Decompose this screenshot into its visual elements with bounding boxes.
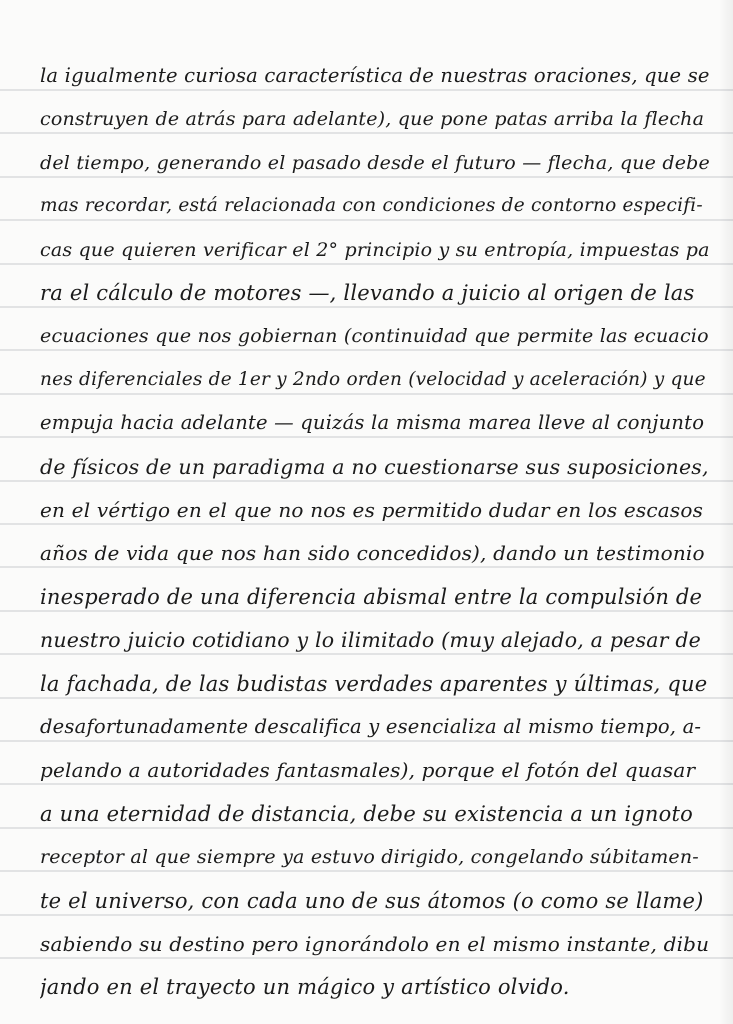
text-line: ecuaciones que nos gobiernan (continuidad que permite las ecuacio (40, 325, 709, 347)
text-line: del tiempo, generando el pasado desde el futuro — flecha, que debe (40, 152, 710, 174)
text-line: desafortunadamente descalifica y esencializa al mismo tiempo, a- (40, 715, 702, 738)
text-line: te el universo, con cada uno de sus átomos (o como se llame) (40, 889, 704, 913)
text-line: la igualmente curiosa característica de nuestras oraciones, que se (40, 64, 710, 87)
text-line: construyen de atrás para adelante), que pone patas arriba la flecha (40, 108, 705, 130)
text-line: pelando a autoridades fantasmales), porque el fotón del quasar (40, 758, 696, 782)
text-line: de físicos de un paradigma a no cuestionarse sus suposiciones, (40, 455, 709, 479)
text-line: a una eternidad de distancia, debe su existencia a un ignoto (40, 802, 693, 826)
text-line: jando en el trayecto un mágico y artístico olvido. (40, 975, 570, 999)
text-line: nuestro juicio cotidiano y lo ilimitado (muy alejado, a pesar de (40, 628, 701, 652)
text-line: receptor al que siempre ya estuvo dirigido, congelando súbitamen- (40, 846, 699, 868)
text-line: la fachada, de las budistas verdades aparentes y últimas, que (40, 672, 708, 696)
text-line: nes diferenciales de 1er y 2ndo orden (velocidad y aceleración) y que (40, 369, 706, 390)
text-line: en el vértigo en el que no nos es permitido dudar en los escasos (40, 498, 704, 522)
text-line: sabiendo su destino pero ignorándolo en el mismo instante, dibu (40, 932, 710, 956)
text-line: ra el cálculo de motores —, llevando a juicio al origen de las (40, 281, 695, 305)
text-line: empuja hacia adelante — quizás la misma marea lleve al conjunto (40, 411, 705, 434)
text-line: mas recordar, está relacionada con condiciones de contorno especifi- (40, 195, 703, 216)
text-line: años de vida que nos han sido concedidos), dando un testimonio (40, 541, 705, 565)
text-line: cas que quieren verificar el 2° principio y su entropía, impuestas pa (40, 239, 710, 261)
text-line: inesperado de una diferencia abismal entre la compulsión de (40, 585, 703, 609)
page-edge-shadow (719, 0, 733, 1024)
